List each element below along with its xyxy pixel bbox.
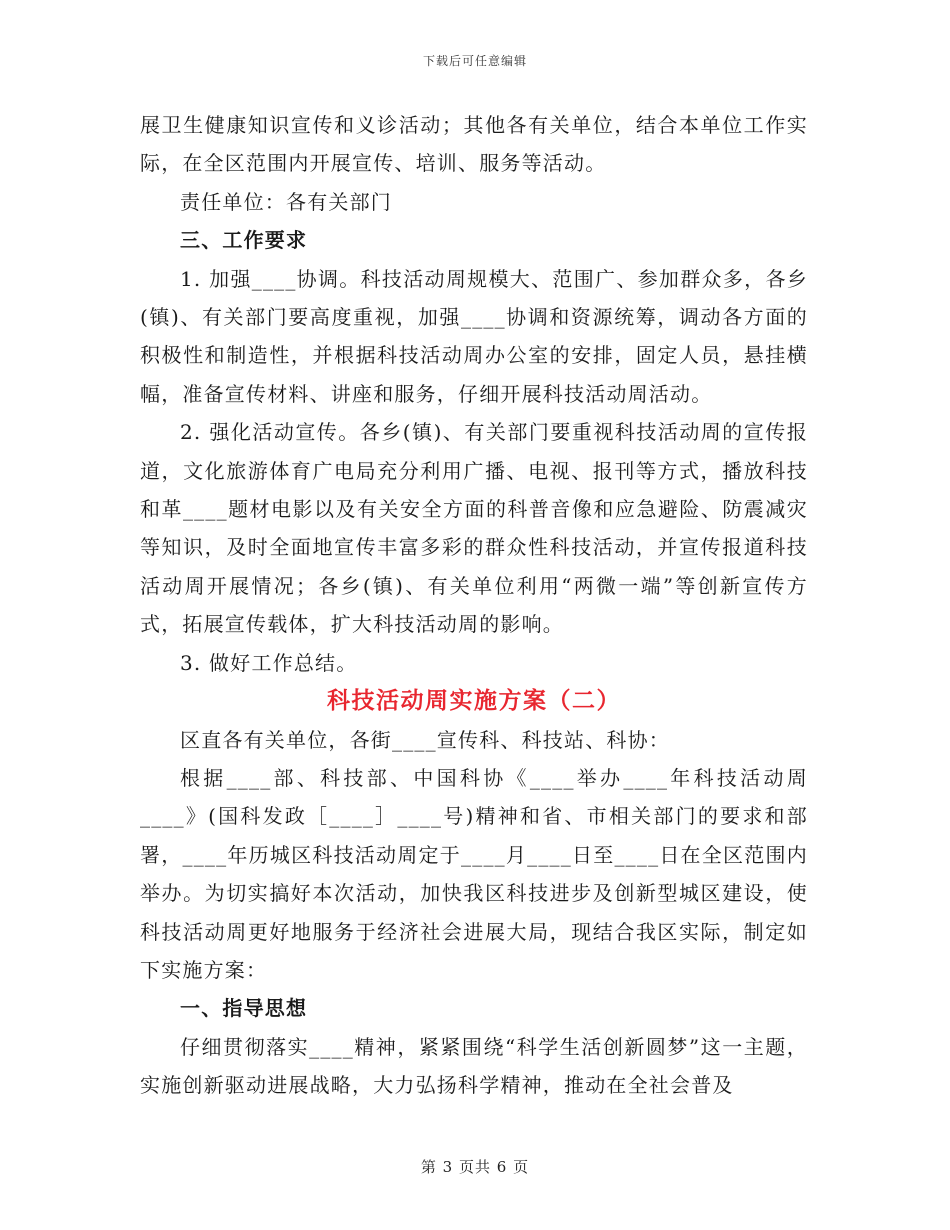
page-number: 第 3 页共 6 页: [420, 1158, 530, 1176]
section-heading-guiding-ideology: 一、指导思想: [180, 996, 308, 1021]
section-heading-work-requirements: 三、工作要求: [180, 228, 308, 253]
page-header-note: 下载后可任意编辑: [422, 54, 527, 68]
paragraph-responsible-unit: 责任单位：各有关部门: [180, 189, 392, 214]
paragraph-publicity: 2. 强化活动宣传。各乡(镇)、有关部门要重视科技活动周的宣传报道，文化旅游体育广电局充分利用广播、电视、报刊等方式，播放科技和革____题材电影以及有关安全方面的科普音像和应急避险、防震减灾等知识，及时全面地宣传丰富多彩的群众性科技活动，并宣传报道科技活动周开展情况；各乡(镇)、有关单位利用“两微一端”等创新宣传方式，拓展宣传载体，扩大科技活动周的影响。: [140, 420, 808, 637]
paragraph-basis: 根据____部、科技部、中国科协《____举办____年科技活动周____》(国科发政［____］____号)精神和省、市相关部门的要求和部署，____年历城区科技活动周定于____月____日至____日在全区范围内举办。为切实搞好本次活动，加快我区科技进步及创新型城区建设，使科技活动周更好地服务于经济社会进展大局，现结合我区实际，制定如下实施方案：: [140, 765, 808, 982]
document-title: 科技活动周实施方案（二）: [327, 687, 621, 715]
paragraph-addressees: 区直各有关单位，各街____宣传科、科技站、科协：: [180, 727, 670, 752]
paragraph-health-promotion: 展卫生健康知识宣传和义诊活动；其他各有关单位，结合本单位工作实际，在全区范围内开展宣传、培训、服务等活动。: [140, 113, 808, 176]
document-body: [140, 106, 808, 1105]
paragraph-guiding-content: 仔细贯彻落实____精神，紧紧围绕“科学生活创新圆梦”这一主题，实施创新驱动进展战略，大力弘扬科学精神，推动在全社会普及: [140, 1034, 808, 1098]
paragraph-summary: 3. 做好工作总结。: [180, 650, 358, 675]
paragraph-coordination: 1. 加强____协调。科技活动周规模大、范围广、参加群众多，各乡(镇)、有关部门要高度重视，加强____协调和资源统筹，调动各方面的积极性和制造性，并根据科技活动周办公室的安排，固定人员，悬挂横幅，准备宣传材料、讲座和服务，仔细开展科技活动周活动。: [140, 266, 808, 406]
